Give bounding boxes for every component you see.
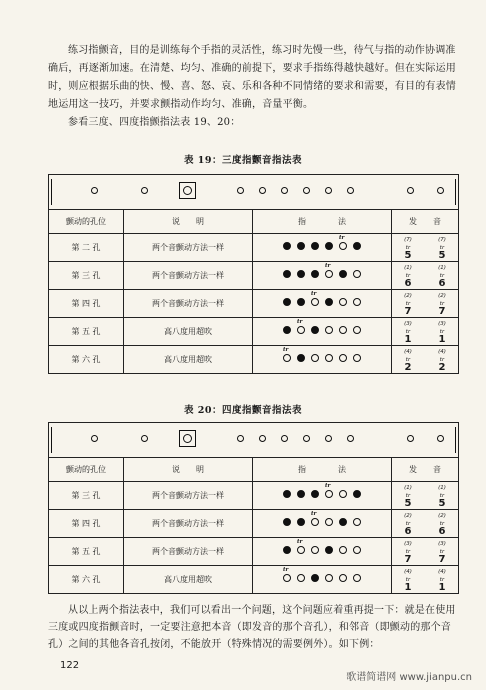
header-position: 颤动的孔位 <box>49 458 124 482</box>
open-hole-icon <box>339 546 347 554</box>
open-hole-icon <box>353 574 361 582</box>
trill-hole-icon: tr <box>297 326 305 334</box>
flute-hole <box>91 435 98 442</box>
row-description: 两个音颤动方法一样 <box>124 510 253 538</box>
open-hole-icon <box>353 354 361 362</box>
sound-cell <box>392 510 459 538</box>
open-hole-icon <box>353 518 361 526</box>
flute-hole <box>259 435 266 442</box>
fingering-cell <box>253 510 392 538</box>
sound-note: (4) tr 2 <box>438 348 446 373</box>
sound-note: (2) tr 7 <box>404 292 412 317</box>
fingering-cell <box>253 482 392 510</box>
table-row <box>49 234 459 262</box>
closed-hole-icon <box>311 242 319 250</box>
intro-paragraph: 练习指颤音，目的是训练每个手指的灵活性，练习时先慢一些，待气与指的动作协调准确后，再逐渐加速。在清楚、均匀、准确的前提下，要求手指练得越快越好。但在实际运用时，则应根据乐曲的快、慢、喜、怒、哀、乐和各种不同情绪的要求和需要，有目的有表情地运用这一技巧，并要求颤指动作均匀、准确，音量平衡。 <box>48 45 456 110</box>
table-row <box>49 510 459 538</box>
flute-hole <box>281 187 288 194</box>
flute-hole <box>303 435 310 442</box>
trill-hole-icon: tr <box>325 270 333 278</box>
page-number: 122 <box>60 660 80 671</box>
row-description: 两个音颤动方法一样 <box>124 482 253 510</box>
closed-hole-icon <box>283 298 291 306</box>
hole-position: 第 五 孔 <box>49 318 124 346</box>
flute-right-end <box>451 427 456 453</box>
open-hole-icon <box>339 326 347 334</box>
closed-hole-icon <box>283 518 291 526</box>
header-sound: 发 音 <box>392 210 459 234</box>
closed-hole-icon <box>297 490 305 498</box>
fingering-table-20 <box>48 422 459 594</box>
table-row <box>49 482 459 510</box>
open-hole-icon <box>353 270 361 278</box>
outro-paragraph: 从以上两个指法表中，我们可以看出一个问题，这个问题应着重再提一下：就是在使用三度或四度指颤音时，一定要注意把本音（即发音的那个音孔），和邻音（即颤动的那个音孔）之间的其他各音孔按闭，不能放开（特殊情况的需要例外）。如下例： <box>48 605 456 650</box>
table-row <box>49 566 459 594</box>
table-row <box>49 290 459 318</box>
flute-hole <box>325 187 332 194</box>
flute-mouth-hole <box>179 430 196 447</box>
open-hole-icon <box>325 518 333 526</box>
hole-position: 第 四 孔 <box>49 510 124 538</box>
flute-right-end <box>451 179 456 205</box>
header-fingering: 指 法 <box>253 210 392 234</box>
flute-hole <box>91 187 98 194</box>
intro-reference: 参看三度、四度指颤指法表 19、20： <box>68 117 241 128</box>
closed-hole-icon <box>297 242 305 250</box>
sound-note: (7) tr 5 <box>438 236 446 261</box>
fingering-cell <box>253 566 392 594</box>
sound-note: (4) tr 2 <box>404 348 412 373</box>
closed-hole-icon <box>325 546 333 554</box>
sound-cell <box>392 234 459 262</box>
header-description: 说 明 <box>124 458 253 482</box>
closed-hole-icon <box>311 574 319 582</box>
header-sound: 发 音 <box>392 458 459 482</box>
closed-hole-icon <box>283 490 291 498</box>
trill-hole-icon: tr <box>311 518 319 526</box>
fingering-cell <box>253 262 392 290</box>
hole-position: 第 二 孔 <box>49 234 124 262</box>
hole-position: 第 六 孔 <box>49 346 124 374</box>
table-row <box>49 262 459 290</box>
row-description: 两个音颤动方法一样 <box>124 538 253 566</box>
fingering-cell <box>253 346 392 374</box>
flute-hole <box>407 187 414 194</box>
flute-left-end <box>51 179 56 205</box>
sound-note: (3) tr 1 <box>438 320 446 345</box>
flute-hole <box>237 187 244 194</box>
closed-hole-icon <box>283 270 291 278</box>
flute-hole <box>437 435 444 442</box>
closed-hole-icon <box>283 242 291 250</box>
sound-cell <box>392 566 459 594</box>
sound-note: (2) tr 6 <box>438 512 446 537</box>
flute-left-end <box>51 427 56 453</box>
closed-hole-icon <box>353 490 361 498</box>
fingering-cell <box>253 234 392 262</box>
flute-hole <box>141 435 148 442</box>
flute-hole <box>141 187 148 194</box>
open-hole-icon <box>339 490 347 498</box>
closed-hole-icon <box>325 242 333 250</box>
flute-hole <box>407 435 414 442</box>
open-hole-icon <box>325 326 333 334</box>
flute-hole <box>347 435 354 442</box>
trill-hole-icon: tr <box>311 298 319 306</box>
hole-position: 第 三 孔 <box>49 262 124 290</box>
header-position: 颤动的孔位 <box>49 210 124 234</box>
fingering-cell <box>253 290 392 318</box>
flute-mouth-hole <box>179 182 196 199</box>
sound-note: (3) tr 7 <box>438 540 446 565</box>
table19-title: 表 19：三度指颤音指法表 <box>183 155 303 166</box>
sound-note: (4) tr 1 <box>404 568 412 593</box>
table-row <box>49 538 459 566</box>
closed-hole-icon <box>311 326 319 334</box>
sound-cell <box>392 318 459 346</box>
sound-cell <box>392 290 459 318</box>
flute-hole <box>325 435 332 442</box>
row-description: 高八度用超吹 <box>124 346 253 374</box>
sound-cell <box>392 346 459 374</box>
row-description: 高八度用超吹 <box>124 566 253 594</box>
hole-position: 第 六 孔 <box>49 566 124 594</box>
trill-hole-icon: tr <box>325 490 333 498</box>
sound-cell <box>392 482 459 510</box>
open-hole-icon <box>353 298 361 306</box>
trill-hole-icon: tr <box>283 574 291 582</box>
trill-hole-icon: tr <box>283 354 291 362</box>
closed-hole-icon <box>311 270 319 278</box>
flute-body <box>49 423 458 457</box>
flute-diagram <box>49 423 459 458</box>
flute-hole <box>237 435 244 442</box>
trill-hole-icon: tr <box>297 546 305 554</box>
open-hole-icon <box>297 574 305 582</box>
sound-note: (1) tr 6 <box>438 264 446 289</box>
sound-note: (1) tr 6 <box>404 264 412 289</box>
closed-hole-icon <box>297 270 305 278</box>
closed-hole-icon <box>283 326 291 334</box>
row-description: 高八度用超吹 <box>124 318 253 346</box>
sound-note: (1) tr 5 <box>438 484 446 509</box>
row-description: 两个音颤动方法一样 <box>124 234 253 262</box>
sound-note: (2) tr 6 <box>404 512 412 537</box>
fingering-table-19 <box>48 174 459 374</box>
row-description: 两个音颤动方法一样 <box>124 290 253 318</box>
table20-title: 表 20：四度指颤音指法表 <box>183 405 303 416</box>
closed-hole-icon <box>311 490 319 498</box>
header-fingering: 指 法 <box>253 458 392 482</box>
sound-cell <box>392 538 459 566</box>
flute-body <box>49 175 458 209</box>
flute-hole <box>259 187 266 194</box>
trill-hole-icon: tr <box>339 242 347 250</box>
sound-note: (1) tr 5 <box>404 484 412 509</box>
closed-hole-icon <box>325 298 333 306</box>
flute-hole <box>303 187 310 194</box>
table-row <box>49 318 459 346</box>
flute-hole <box>347 187 354 194</box>
sound-note: (3) tr 1 <box>404 320 412 345</box>
flute-diagram <box>49 175 459 210</box>
flute-hole <box>281 435 288 442</box>
fingering-cell <box>253 318 392 346</box>
open-hole-icon <box>339 574 347 582</box>
hole-position: 第 四 孔 <box>49 290 124 318</box>
open-hole-icon <box>325 354 333 362</box>
open-hole-icon <box>353 546 361 554</box>
open-hole-icon <box>339 354 347 362</box>
sound-note: (7) tr 5 <box>404 236 412 261</box>
fingering-cell <box>253 538 392 566</box>
hole-position: 第 三 孔 <box>49 482 124 510</box>
open-hole-icon <box>325 574 333 582</box>
table-row <box>49 346 459 374</box>
open-hole-icon <box>353 326 361 334</box>
flute-hole <box>437 187 444 194</box>
header-description: 说 明 <box>124 210 253 234</box>
closed-hole-icon <box>283 546 291 554</box>
row-description: 两个音颤动方法一样 <box>124 262 253 290</box>
closed-hole-icon <box>297 354 305 362</box>
watermark: 歌谱简谱网 www.jianpu.cn <box>346 672 472 683</box>
closed-hole-icon <box>297 518 305 526</box>
sound-note: (2) tr 7 <box>438 292 446 317</box>
closed-hole-icon <box>339 270 347 278</box>
sound-note: (3) tr 7 <box>404 540 412 565</box>
open-hole-icon <box>311 546 319 554</box>
open-hole-icon <box>339 298 347 306</box>
closed-hole-icon <box>353 242 361 250</box>
hole-position: 第 五 孔 <box>49 538 124 566</box>
closed-hole-icon <box>339 518 347 526</box>
sound-note: (4) tr 1 <box>438 568 446 593</box>
closed-hole-icon <box>297 298 305 306</box>
sound-cell <box>392 262 459 290</box>
open-hole-icon <box>311 354 319 362</box>
